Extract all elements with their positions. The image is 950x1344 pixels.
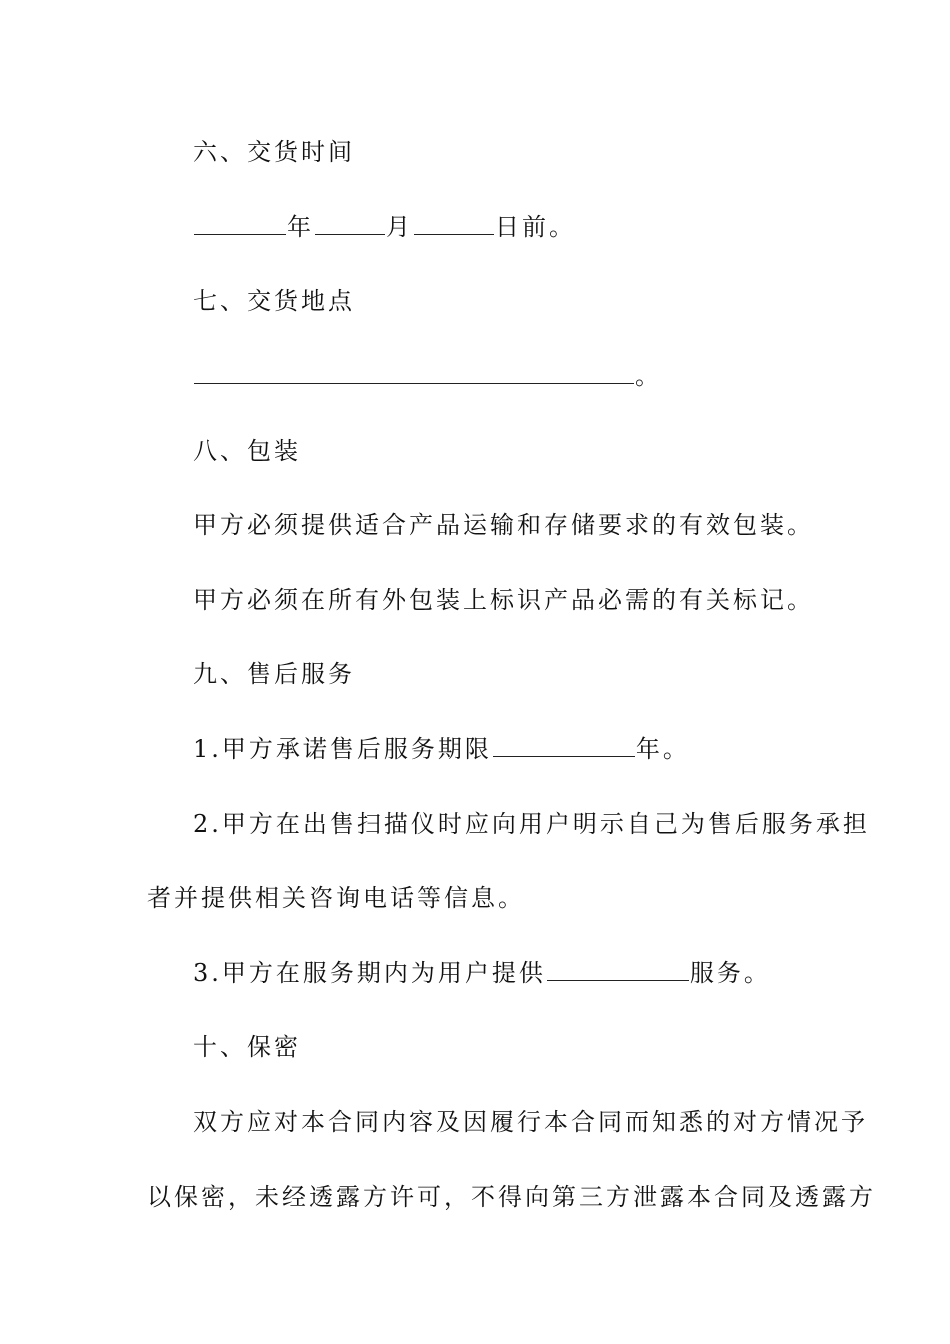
- day-label: 日前。: [495, 213, 576, 241]
- after-sales-item-3-suffix: 服务。: [689, 959, 771, 987]
- service-type-blank: [547, 958, 689, 981]
- section-heading-delivery-time: 六、交货时间: [193, 138, 355, 166]
- after-sales-item-3: [193, 957, 771, 989]
- confidentiality-line-1: 双方应对本合同内容及因履行本合同而知悉的对方情况予: [193, 1108, 868, 1136]
- after-sales-item-1-prefix: 1.甲方承诺售后服务期限: [193, 735, 492, 763]
- delivery-place-blank: [194, 361, 634, 384]
- section-heading-delivery-place: 七、交货地点: [193, 287, 355, 315]
- after-sales-item-3-prefix: 3.甲方在服务期内为用户提供: [193, 959, 546, 987]
- delivery-place-line: [193, 360, 662, 392]
- section-heading-confidentiality: 十、保密: [193, 1033, 301, 1061]
- month-blank: [315, 212, 385, 235]
- section-heading-packaging: 八、包装: [193, 437, 301, 465]
- after-sales-item-2-line-1: 2.甲方在出售扫描仪时应向用户明示自己为售后服务承担: [193, 810, 870, 838]
- confidentiality-line-2: 以保密，未经透露方许可，不得向第三方泄露本合同及透露方: [147, 1183, 876, 1211]
- delivery-place-suffix: 。: [635, 362, 662, 390]
- month-label: 月: [386, 213, 413, 241]
- service-period-blank: [493, 734, 635, 757]
- after-sales-item-1: [193, 733, 690, 765]
- packaging-paragraph-1: 甲方必须提供适合产品运输和存储要求的有效包装。: [193, 511, 814, 539]
- packaging-paragraph-2: 甲方必须在所有外包装上标识产品必需的有关标记。: [193, 586, 814, 614]
- year-label: 年: [287, 213, 314, 241]
- delivery-time-line: [193, 211, 576, 243]
- section-heading-after-sales: 九、售后服务: [193, 660, 355, 688]
- day-blank: [414, 212, 494, 235]
- year-blank: [194, 212, 286, 235]
- after-sales-item-1-suffix: 年。: [635, 735, 690, 763]
- after-sales-item-2-line-2: 者并提供相关咨询电话等信息。: [147, 884, 525, 912]
